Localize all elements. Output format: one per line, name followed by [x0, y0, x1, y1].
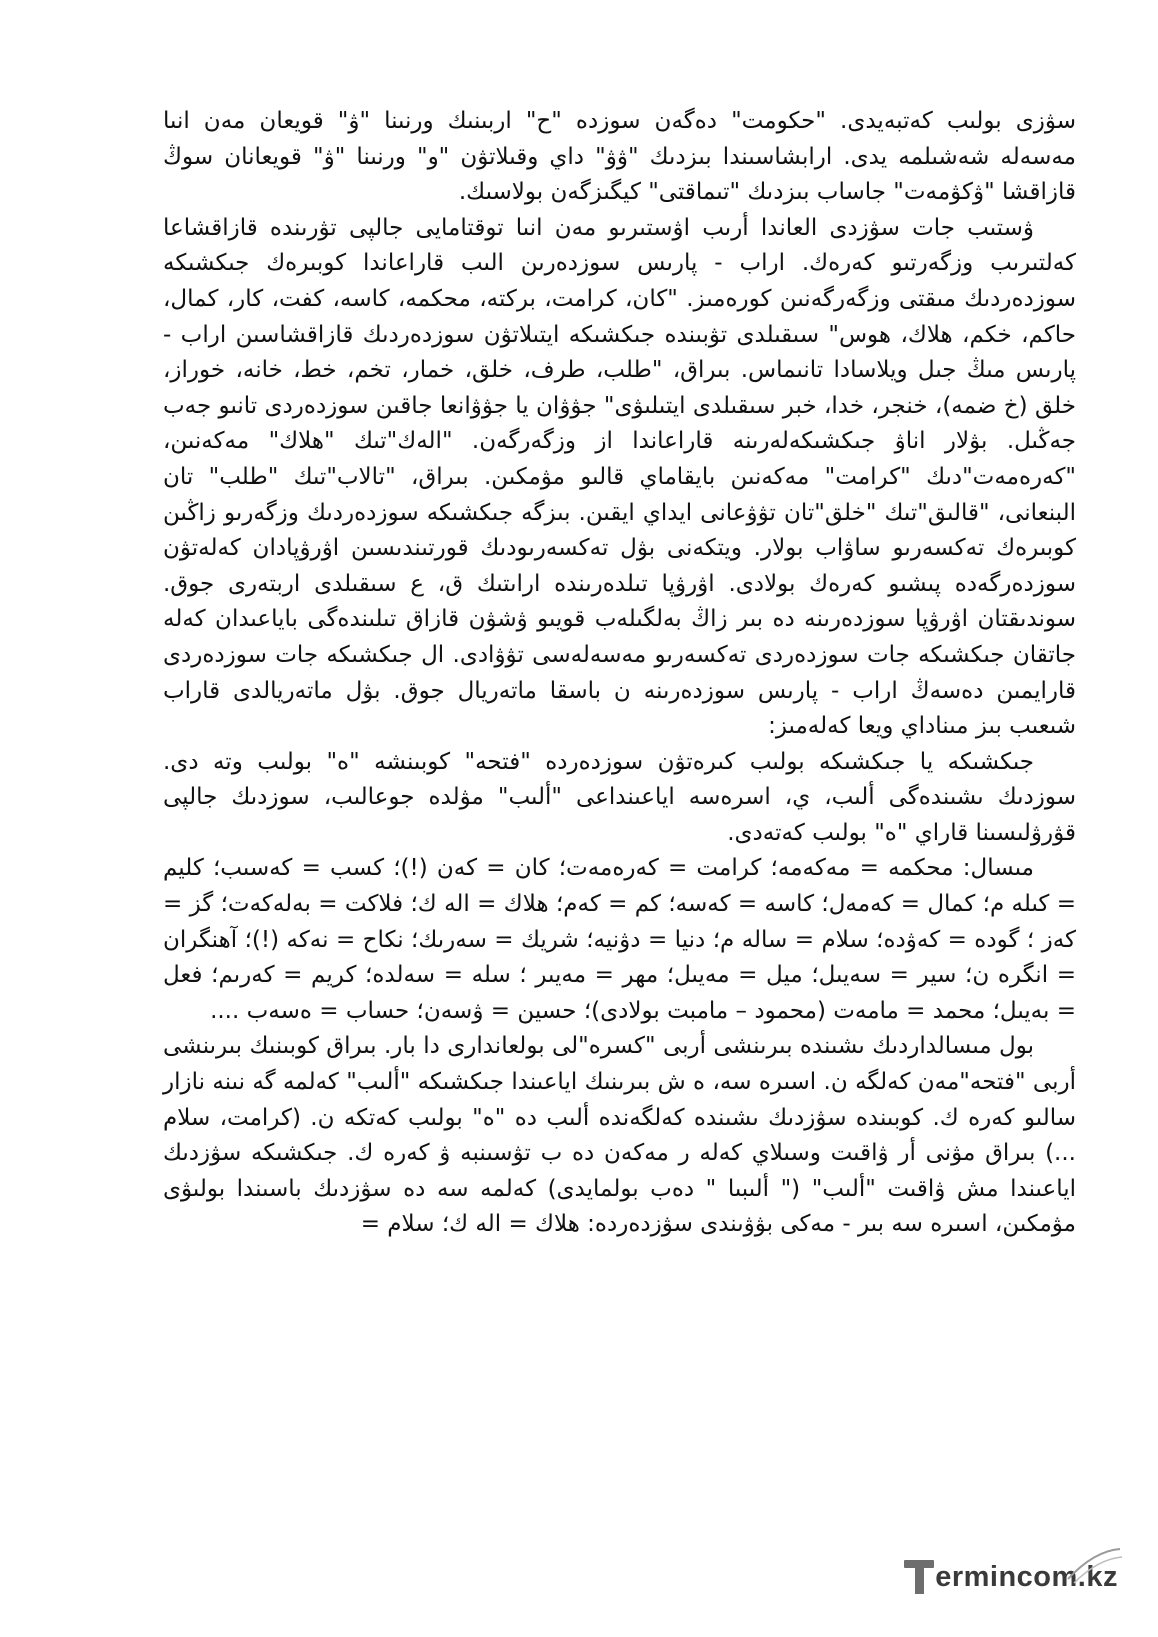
swoosh-icon [1064, 1545, 1124, 1585]
paragraph-4: مىسال: محكمه = مەكەمە؛ كرامت = كەرەمەت؛ كان = كەن (!)؛ كسب = كەسىب؛ كليم = كىلە م؛ كمال = كەمەل؛ كاسه = كەسە؛ كم = كەم؛ هلاك = اله ك؛ فلاكت = بەلەكەت؛ گز = كەز ؛ گوده = كەۋدە؛ سلام = ساله م؛ دنيا = دۋنيە؛ شريك = سەرىك؛ نكاح = نەكە (!)؛ آهنگران = انگره ن؛ سير = سەيىل؛ ميل = مەيىل؛ مهر = مەيىر ؛ سله = سەلدە؛ كريم = كەرىم؛ فعل = بەيىل؛ محمد = مامەت (محمود – مامبت بولادى)؛ حسين = ۋسەن؛ حساب = ەسەب .... [163, 855, 1076, 1024]
terminco-logo [904, 1555, 1118, 1599]
paragraph-2: ۋستىب جات سۋزدى العاندا أرىب اۋستىرىو مەن انىا توقتامايى جالپى تۋرىندە قازاقشاعا كەلتىرىب وزگەرتىو كەرەك. اراب - پارىس سوزدەرىن الىب قاراعاندا كوبىرەك جىكشىكە سوزدەردىك مىقتى وزگەرگەنىن كورەمىز. "كان، كرامت، بركته، محكمه، كاسه، كفت، كار، كمال، حاكم، خكم، هلاك، هوس" سىقىلدى تۋبىندە جىكشىكە ايتىلاتۋن سوزدەردىك قازاقشاسىن اراب - پارىس مىڭ جىل ويلاسادا تانىماس. بىراق، "طلب، طرف، خلق، خمار، تخم، خط، خانه، خوراز، خلق (خ ضمه)، خنجر، خدا، خبر سىقىلدى ايتىلىۋى" جۋۋان يا جۋۋانعا جاقىن سوزدەردى تانىو جەب جەڭىل. بۋلار اناۋ جىكشىكەلەرىنە قاراعاندا از وزگەرگەن. "الەك"تىك "هلاك" مەكەنىن، "كەرەمەت"دىك "كرامت" مەكەنىن بايقاماي قالىو مۋمكىن. بىراق، "تالاب"تىك "طلب" تان البنعانى، "قالىق"تىك "خلق"تان تۋۋعانى ايداي ايقىن. بىزگە جىكشىكە سوزدەردىك وزگەرىو زاڭىن كوبىرەك تەكسەرىو ساۋاب بولار. ويتكەنى بۋل تەكسەرىودىك قورتىندىسىن اۋرۋپادان كەلەتۋن سوزدەرگەدە پىشىو كەرەك بولادى. اۋرۋپا تىلدەرىندە اراىتىك ق، ع سىقىلدى اربتەرى جوق. سوندىقتان اۋرۋپا سوزدەرىنە دە بىر زاڭ بەلگىلەب قويىو ۋشۋن قازاق تىلىندەگى باياعىدان كەلە جاتقان جىكشىكە جات سوزدەردى تەكسەرىو مەسەلەسى تۋۋادى. ال جىكشىكە جات سوزدەردى قارايمىن دەسەڭ اراب - پارىس سوزدەرىنە ن باسقا ماتەريال جوق. بۋل ماتەريالدى قاراب شىعىب بىز مىناداي ويعا كەلەمىز: [163, 214, 1076, 740]
terminco-t-mark-icon [904, 1558, 934, 1596]
document-body [163, 104, 1076, 1243]
logo-text: ermincom.kz [935, 1560, 1118, 1593]
paragraph-5: بول مىسالداردىك ىشىندە بىرىنشى أربى "كسره"لى بولعاندارى دا بار. بىراق كوبىنىك بىرىنشى أربى "فتحه"مەن كەلگە ن. اسىرە سە، ە ش بىرىنىك اياعىندا جىكشىكە "ألىب" كەلمە گە نىنە نازار سالىو كەرە ك. كوبىندە سۋزدىك ىشىندە كەلگەندە ألىب دە "ە" بولىب كەتكە ن. (كرامت، سلام ...) بىراق مۋنى أر ۋاقىت وسىلاي كەلە ر مەكەن دە ب تۋسىنبە ۋ كەرە ك. جىكشىكە سۋزدىك اياعىندا مش ۋاقىت "ألىب" (" ألىبىا " دەب بولمايدى) كەلمە سە دە سۋزدىك باسىندا بولىۋى مۋمكىن، اسىرە سە بىر - مەكى بۋۋىندى سۋزدەردە: هلاك = اله ك؛ سلام = [163, 1033, 1076, 1238]
paragraph-1: سۋزى بولىب كەتبەيدى. "حكومت" دەگەن سوزدە "ح" اربىنىك ورنىنا "ۋ" قويعان مەن انىا مەسەلە شەشىلمە يدى. ارابشاسىندا بىزدىك "ۋۋ" داي وقىلاتۋن "و" ورنىنا "ۋ" قويعانان سوڭ قازاقشا "ۋكۋمەت" جاساب بىزدىك "تىماقتى" كيگىزگەن بولاسىك. [163, 108, 1076, 206]
paragraph-3: جىكشىكە يا جىكشىكە بولىب كىرەتۋن سوزدەردە "فتحه" كوبىنشە "ە" بولىب وتە دى. سوزدىك ىشىندەگى ألىب، ي، اسرەسە اياعىنداعى "ألىب" مۋلدە جوعالىب، سوزدىك جالپى قۋرۋلىسىنا قاراي "ە" بولىب كەتەدى. [163, 748, 1076, 846]
